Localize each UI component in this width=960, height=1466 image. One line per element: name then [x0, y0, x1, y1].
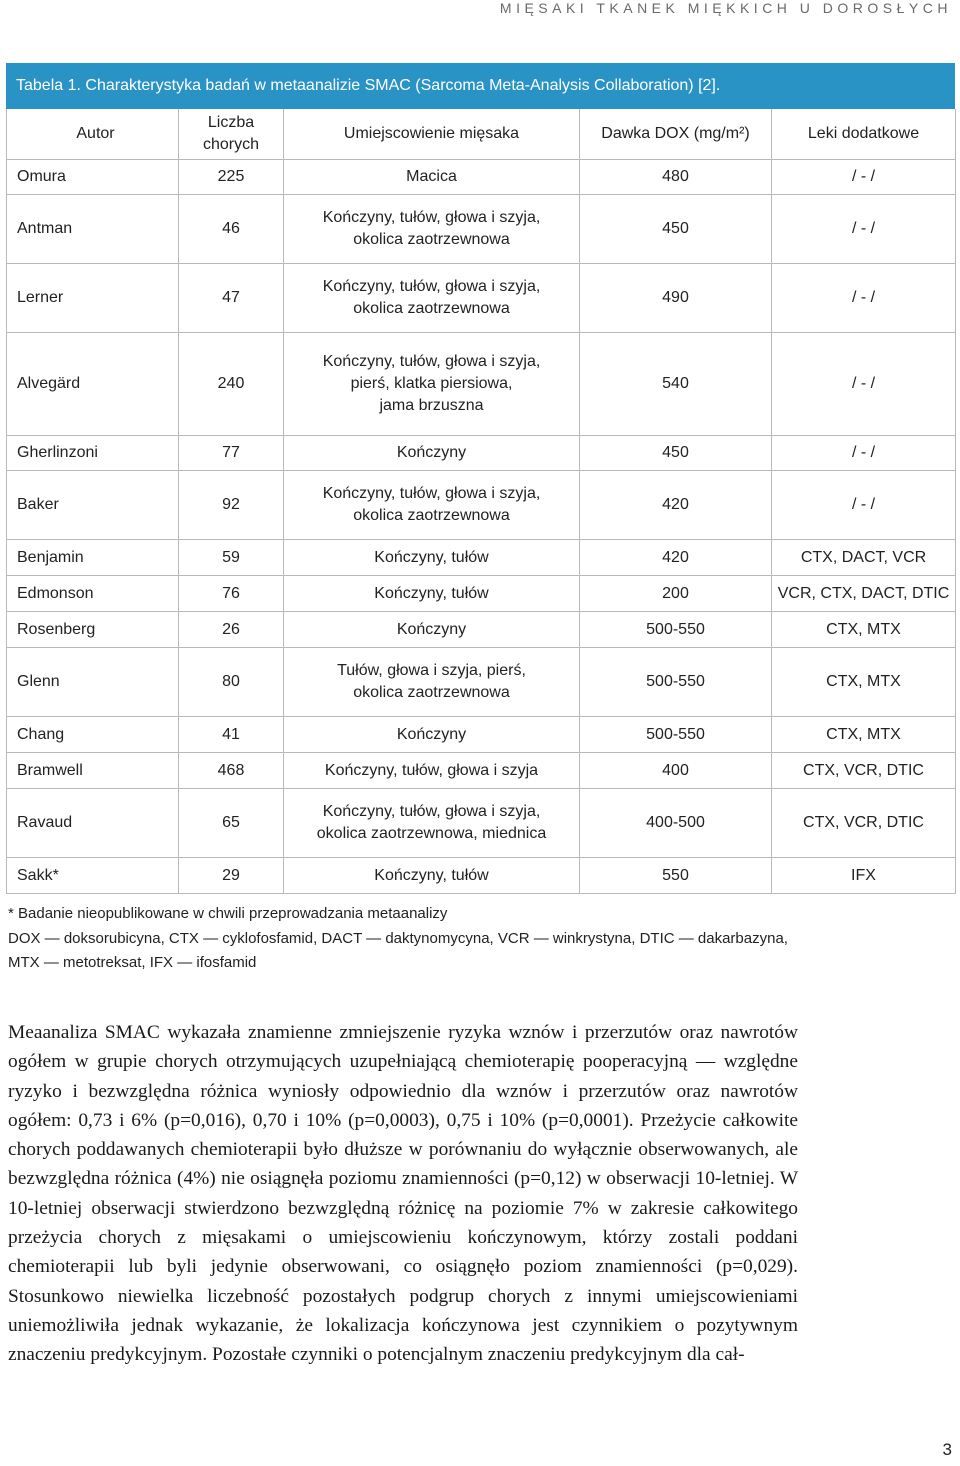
cell-author: Benjamin: [7, 540, 179, 576]
cell-author: Antman: [7, 195, 179, 264]
table-1: [6, 63, 955, 894]
cell-dox: 450: [580, 436, 772, 471]
cell-dox: 500-550: [580, 612, 772, 648]
cell-drugs: CTX, VCR, DTIC: [772, 789, 956, 858]
table-row: [7, 160, 956, 195]
running-head: MIĘSAKI TKANEK MIĘKKICH U DOROSŁYCH: [499, 0, 952, 16]
cell-location: Kończyny, tułów, głowa i szyja, okolica zaotrzewnowa: [284, 264, 580, 333]
col-header-patients: Liczba chorych: [179, 109, 284, 160]
cell-drugs: / - /: [772, 264, 956, 333]
table-caption: Tabela 1. Charakterystyka badań w metaanalizie SMAC (Sarcoma Meta-Analysis Collaboration) [2].: [6, 63, 955, 109]
table-row: [7, 789, 956, 858]
cell-location: Macica: [284, 160, 580, 195]
cell-location: Kończyny: [284, 436, 580, 471]
cell-drugs: CTX, VCR, DTIC: [772, 753, 956, 789]
cell-author: Rosenberg: [7, 612, 179, 648]
cell-patients: 26: [179, 612, 284, 648]
table-row: [7, 648, 956, 717]
cell-patients: 225: [179, 160, 284, 195]
table-row: [7, 753, 956, 789]
cell-drugs: / - /: [772, 333, 956, 436]
abbreviations-line-2: MTX — metotreksat, IFX — ifosfamid: [8, 954, 257, 971]
cell-location: Kończyny, tułów: [284, 540, 580, 576]
table-row: [7, 333, 956, 436]
cell-dox: 540: [580, 333, 772, 436]
cell-patients: 29: [179, 858, 284, 894]
table-row: [7, 195, 956, 264]
cell-author: Edmonson: [7, 576, 179, 612]
cell-location: Kończyny: [284, 612, 580, 648]
table-row: [7, 264, 956, 333]
table-row: [7, 858, 956, 894]
cell-author: Ravaud: [7, 789, 179, 858]
col-header-drugs: Leki dodatkowe: [772, 109, 956, 160]
cell-dox: 420: [580, 471, 772, 540]
table-row: [7, 540, 956, 576]
cell-location: Kończyny: [284, 717, 580, 753]
cell-patients: 46: [179, 195, 284, 264]
cell-location: Kończyny, tułów, głowa i szyja, okolica zaotrzewnowa, miednica: [284, 789, 580, 858]
cell-dox: 200: [580, 576, 772, 612]
cell-dox: 450: [580, 195, 772, 264]
cell-author: Chang: [7, 717, 179, 753]
cell-dox: 400-500: [580, 789, 772, 858]
cell-patients: 41: [179, 717, 284, 753]
cell-location: Tułów, głowa i szyja, pierś, okolica zaotrzewnowa: [284, 648, 580, 717]
cell-patients: 59: [179, 540, 284, 576]
footnote: * Badanie nieopublikowane w chwili przeprowadzania metaanalizy: [8, 905, 448, 922]
cell-patients: 92: [179, 471, 284, 540]
cell-drugs: CTX, MTX: [772, 648, 956, 717]
table-body: [7, 160, 956, 894]
col-header-dox: Dawka DOX (mg/m²): [580, 109, 772, 160]
cell-author: Sakk*: [7, 858, 179, 894]
cell-dox: 550: [580, 858, 772, 894]
cell-drugs: / - /: [772, 471, 956, 540]
cell-author: Glenn: [7, 648, 179, 717]
cell-dox: 420: [580, 540, 772, 576]
cell-patients: 80: [179, 648, 284, 717]
cell-dox: 490: [580, 264, 772, 333]
cell-author: Alvegärd: [7, 333, 179, 436]
cell-patients: 240: [179, 333, 284, 436]
cell-author: Omura: [7, 160, 179, 195]
cell-location: Kończyny, tułów, głowa i szyja, pierś, klatka piersiowa, jama brzuszna: [284, 333, 580, 436]
cell-location: Kończyny, tułów: [284, 576, 580, 612]
cell-patients: 468: [179, 753, 284, 789]
body-paragraph-text: Meaanaliza SMAC wykazała znamienne zmniejszenie ryzyka wznów i przerzutów oraz nawrotów ogółem w grupie chorych otrzymujących uzupełniającą chemioterapię pooperacyjną — względne ryzyko i bezwzględna różnica wyniosły odpowiednio dla wznów i przerzutów oraz nawrotów ogółem: 0,73 i 6% (p=0,016), 0,70 i 10% (p=0,0003), 0,75 i 10% (p=0,0001). Przeżycie całkowite chorych poddawanych chemioterapii było dłuższe w porównaniu do wyłącznie obserwowanych, ale bezwzględna różnica (4%) nie osiągnęła poziomu znamienności (p=0,12) w obserwacji 10-letniej. W 10-letniej obserwacji stwierdzono bezwzględną różnicę na poziomie 7% w zakresie całkowitego przeżycia chorych z mięsakami o umiejscowieniu kończynowym, którzy zostali poddani chemioterapii lub byli jedynie obserwowani, co osiągnęło poziom znamienności (p=0,029). Stosunkowo niewielka liczebność pozostałych podgrup chorych z innymi umiejscowieniami uniemożliwiła jednak wykazanie, że lokalizacja kończynowa jest czynnikiem o pozytywnym znaczeniu predykcyjnym. Pozostałe czynniki o potencjalnym znaczeniu predykcyjnym dla cał-: [8, 1022, 798, 1366]
cell-dox: 480: [580, 160, 772, 195]
abbreviations-line-1: DOX — doksorubicyna, CTX — cyklofosfamid, DACT — daktynomycyna, VCR — winkrystyna, DTIC — dakarbazyna,: [8, 929, 788, 947]
cell-dox: 500-550: [580, 648, 772, 717]
cell-location: Kończyny, tułów, głowa i szyja, okolica zaotrzewnowa: [284, 195, 580, 264]
cell-dox: 400: [580, 753, 772, 789]
page-number: 3: [942, 1440, 952, 1459]
table-row: [7, 471, 956, 540]
body-paragraph: [8, 1018, 798, 1370]
cell-drugs: VCR, CTX, DACT, DTIC: [772, 576, 956, 612]
studies-table: [6, 109, 956, 894]
table-row: [7, 717, 956, 753]
cell-patients: 76: [179, 576, 284, 612]
cell-patients: 77: [179, 436, 284, 471]
cell-drugs: / - /: [772, 436, 956, 471]
col-header-location: Umiejscowienie mięsaka: [284, 109, 580, 160]
table-row: [7, 612, 956, 648]
cell-author: Bramwell: [7, 753, 179, 789]
table-row: [7, 576, 956, 612]
cell-dox: 500-550: [580, 717, 772, 753]
col-header-author: Autor: [7, 109, 179, 160]
cell-location: Kończyny, tułów, głowa i szyja, okolica zaotrzewnowa: [284, 471, 580, 540]
cell-author: Gherlinzoni: [7, 436, 179, 471]
table-header-row: [7, 109, 956, 160]
cell-drugs: CTX, MTX: [772, 612, 956, 648]
cell-author: Baker: [7, 471, 179, 540]
cell-drugs: / - /: [772, 160, 956, 195]
cell-drugs: CTX, DACT, VCR: [772, 540, 956, 576]
table-notes: [8, 902, 948, 976]
cell-patients: 65: [179, 789, 284, 858]
cell-drugs: IFX: [772, 858, 956, 894]
cell-location: Kończyny, tułów, głowa i szyja: [284, 753, 580, 789]
cell-author: Lerner: [7, 264, 179, 333]
cell-drugs: / - /: [772, 195, 956, 264]
cell-patients: 47: [179, 264, 284, 333]
table-row: [7, 436, 956, 471]
cell-drugs: CTX, MTX: [772, 717, 956, 753]
cell-location: Kończyny, tułów: [284, 858, 580, 894]
